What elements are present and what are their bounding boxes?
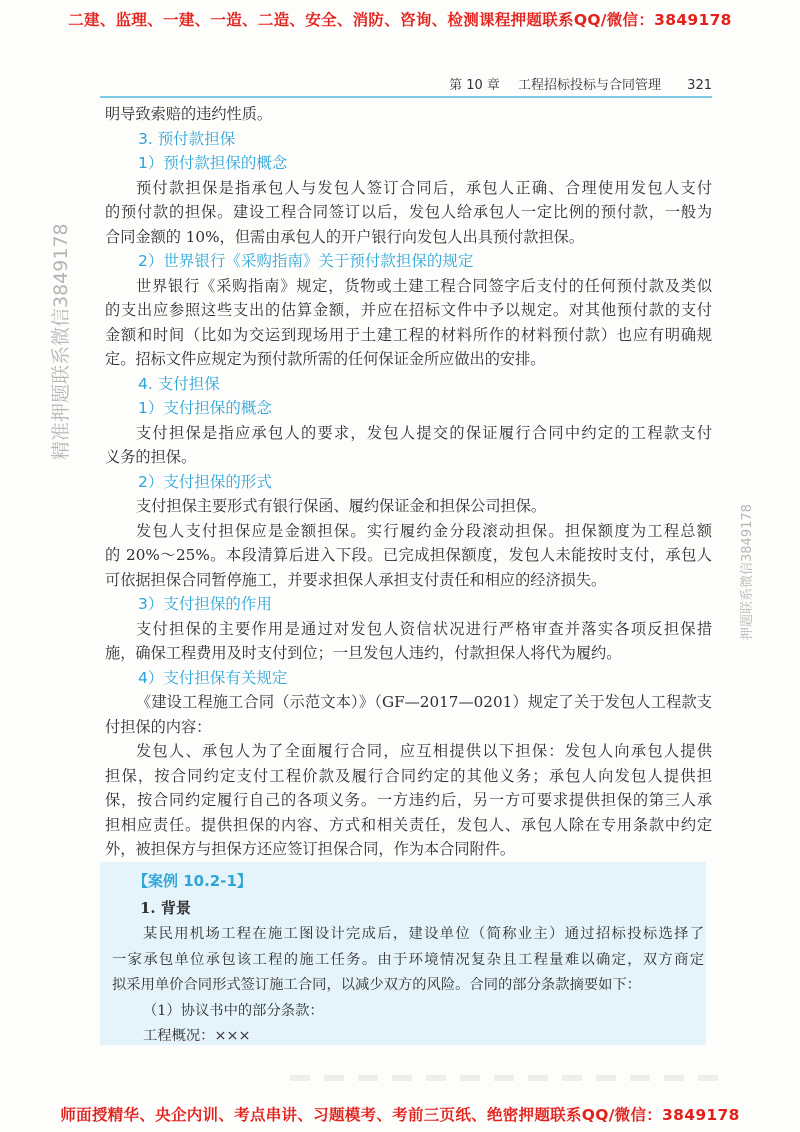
text-line: 发包人、承包人为了全面履行合同，应互相提供以下担保：发包人向承包人提供 [136,742,712,760]
text-line: 《建设工程施工合同（示范文本）》（GF—2017—0201）规定了关于发包人工程款支 [136,693,712,711]
running-header [105,74,712,94]
text-line: 担相应责任。提供担保的内容、方式和相关责任，发包人、承包人除在专用条款中约定 [105,815,712,834]
text-line: 的 20%～25%。本段清算后进入下段。已完成担保额度，发包人未能按时支付，承包人 [105,546,712,564]
text-line: 施，确保工程费用及时支付到位；一旦发包人违约，付款担保人将代为履约。 [105,644,622,662]
page-number: 321 [687,78,712,93]
text-line: 工程概况：××× [143,1028,251,1044]
header-rule [100,96,712,98]
section-heading: 3. 预付款担保 [138,129,236,148]
text-line: 担保，按合同约定支付工程价款及履行合同约定的其他义务；承包人向发包人提供担 [105,766,712,785]
text-line: 支付担保是指应承包人的要求，发包人提交的保证履行合同中约定的工程款支付 [136,423,712,442]
text-line: 外，被担保方与担保方还应签订担保合同，作为本合同附件。 [105,840,516,858]
text-line: 的支出应参照这些支出的估算金额，并应在招标文件中予以规定。对其他预付款的支付 [105,301,712,319]
section-heading: 3）支付担保的作用 [138,595,272,613]
watermark: 精准押题联系微信3849178 [50,223,72,460]
text-line: 支付担保主要形式有银行保函、履约保证金和担保公司担保。 [136,497,547,515]
text-line: 发包人支付担保应是金额担保。实行履约金分段滚动担保。担保额度为工程总额 [136,521,712,540]
case-subtitle: 1. 背景 [140,899,191,917]
chapter-title: 工程招标投标与合同管理 [518,78,662,93]
section-heading: 4）支付担保有关规定 [138,668,288,687]
text-line: 的预付款的担保。建设工程合同签订以后，发包人给承包人一定比例的预付款，一般为 [105,203,712,221]
promo-banner-bottom: 师面授精华、央企内训、考点串讲、习题模考、考前三页纸、绝密押题联系QQ/微信：3849178 [60,1106,740,1124]
section-heading: 1）支付担保的概念 [138,399,272,417]
chapter-number: 第 10 章 [449,78,500,93]
text-line: 义务的担保。 [105,448,197,466]
text-line: 拟采用单价合同形式签订施工合同，以减少双方的风险。合同的部分条款摘要如下： [112,977,641,993]
case-title: 【案例 10.2-1】 [133,872,252,890]
section-heading: 2）支付担保的形式 [138,472,272,491]
text-line: 支付担保的主要作用是通过对发包人资信状况进行严格审查并落实各项反担保措 [136,619,712,638]
text-line: 合同金额的 10%，但需由承包人的开户银行向发包人出具预付款担保。 [105,227,585,246]
text-line: （1）协议书中的部分条款： [143,1002,324,1019]
text-line: 某民用机场工程在施工图设计完成后，建设单位（简称业主）通过招标投标选择了 [143,926,704,942]
text-line: 付担保的内容： [105,717,212,736]
case-box [100,862,706,1045]
cut-off-text [290,1075,730,1081]
watermark: 押题联系微信3849178 [740,504,755,640]
section-heading: 2）世界银行《采购指南》关于预付款担保的规定 [138,252,474,270]
section-heading: 1）预付款担保的概念 [138,154,288,172]
section-heading: 4. 支付担保 [138,374,220,393]
text-line: 世界银行《采购指南》规定，货物或土建工程合同签字后支付的任何预付款及类似 [136,276,712,295]
text-line: 保，按合同约定履行自己的各项义务。一方违约后，另一方可要求提供担保的第三人承 [105,791,712,809]
body-text [105,102,712,862]
text-line: 预付款担保是指承包人与发包人签订合同后，承包人正确、合理使用发包人支付 [136,178,712,197]
text-line: 可依据担保合同暂停施工，并要求担保人承担支付责任和相应的经济损失。 [105,570,607,589]
text-line: 定。招标文件应规定为预付款所需的任何保证金所应做出的安排。 [105,350,546,368]
text-line: 明导致索赔的违约性质。 [105,105,273,123]
promo-banner-top: 二建、监理、一建、一造、二造、安全、消防、咨询、检测课程押题联系QQ/微信：3849178 [68,11,732,29]
text-line: 金额和时间（比如为交运到现场用于土建工程的材料所作的材料预付款）也应有明确规 [105,325,712,344]
text-line: 一家承包单位承包该工程的施工任务。由于环境情况复杂且工程量难以确定，双方商定 [112,951,704,968]
